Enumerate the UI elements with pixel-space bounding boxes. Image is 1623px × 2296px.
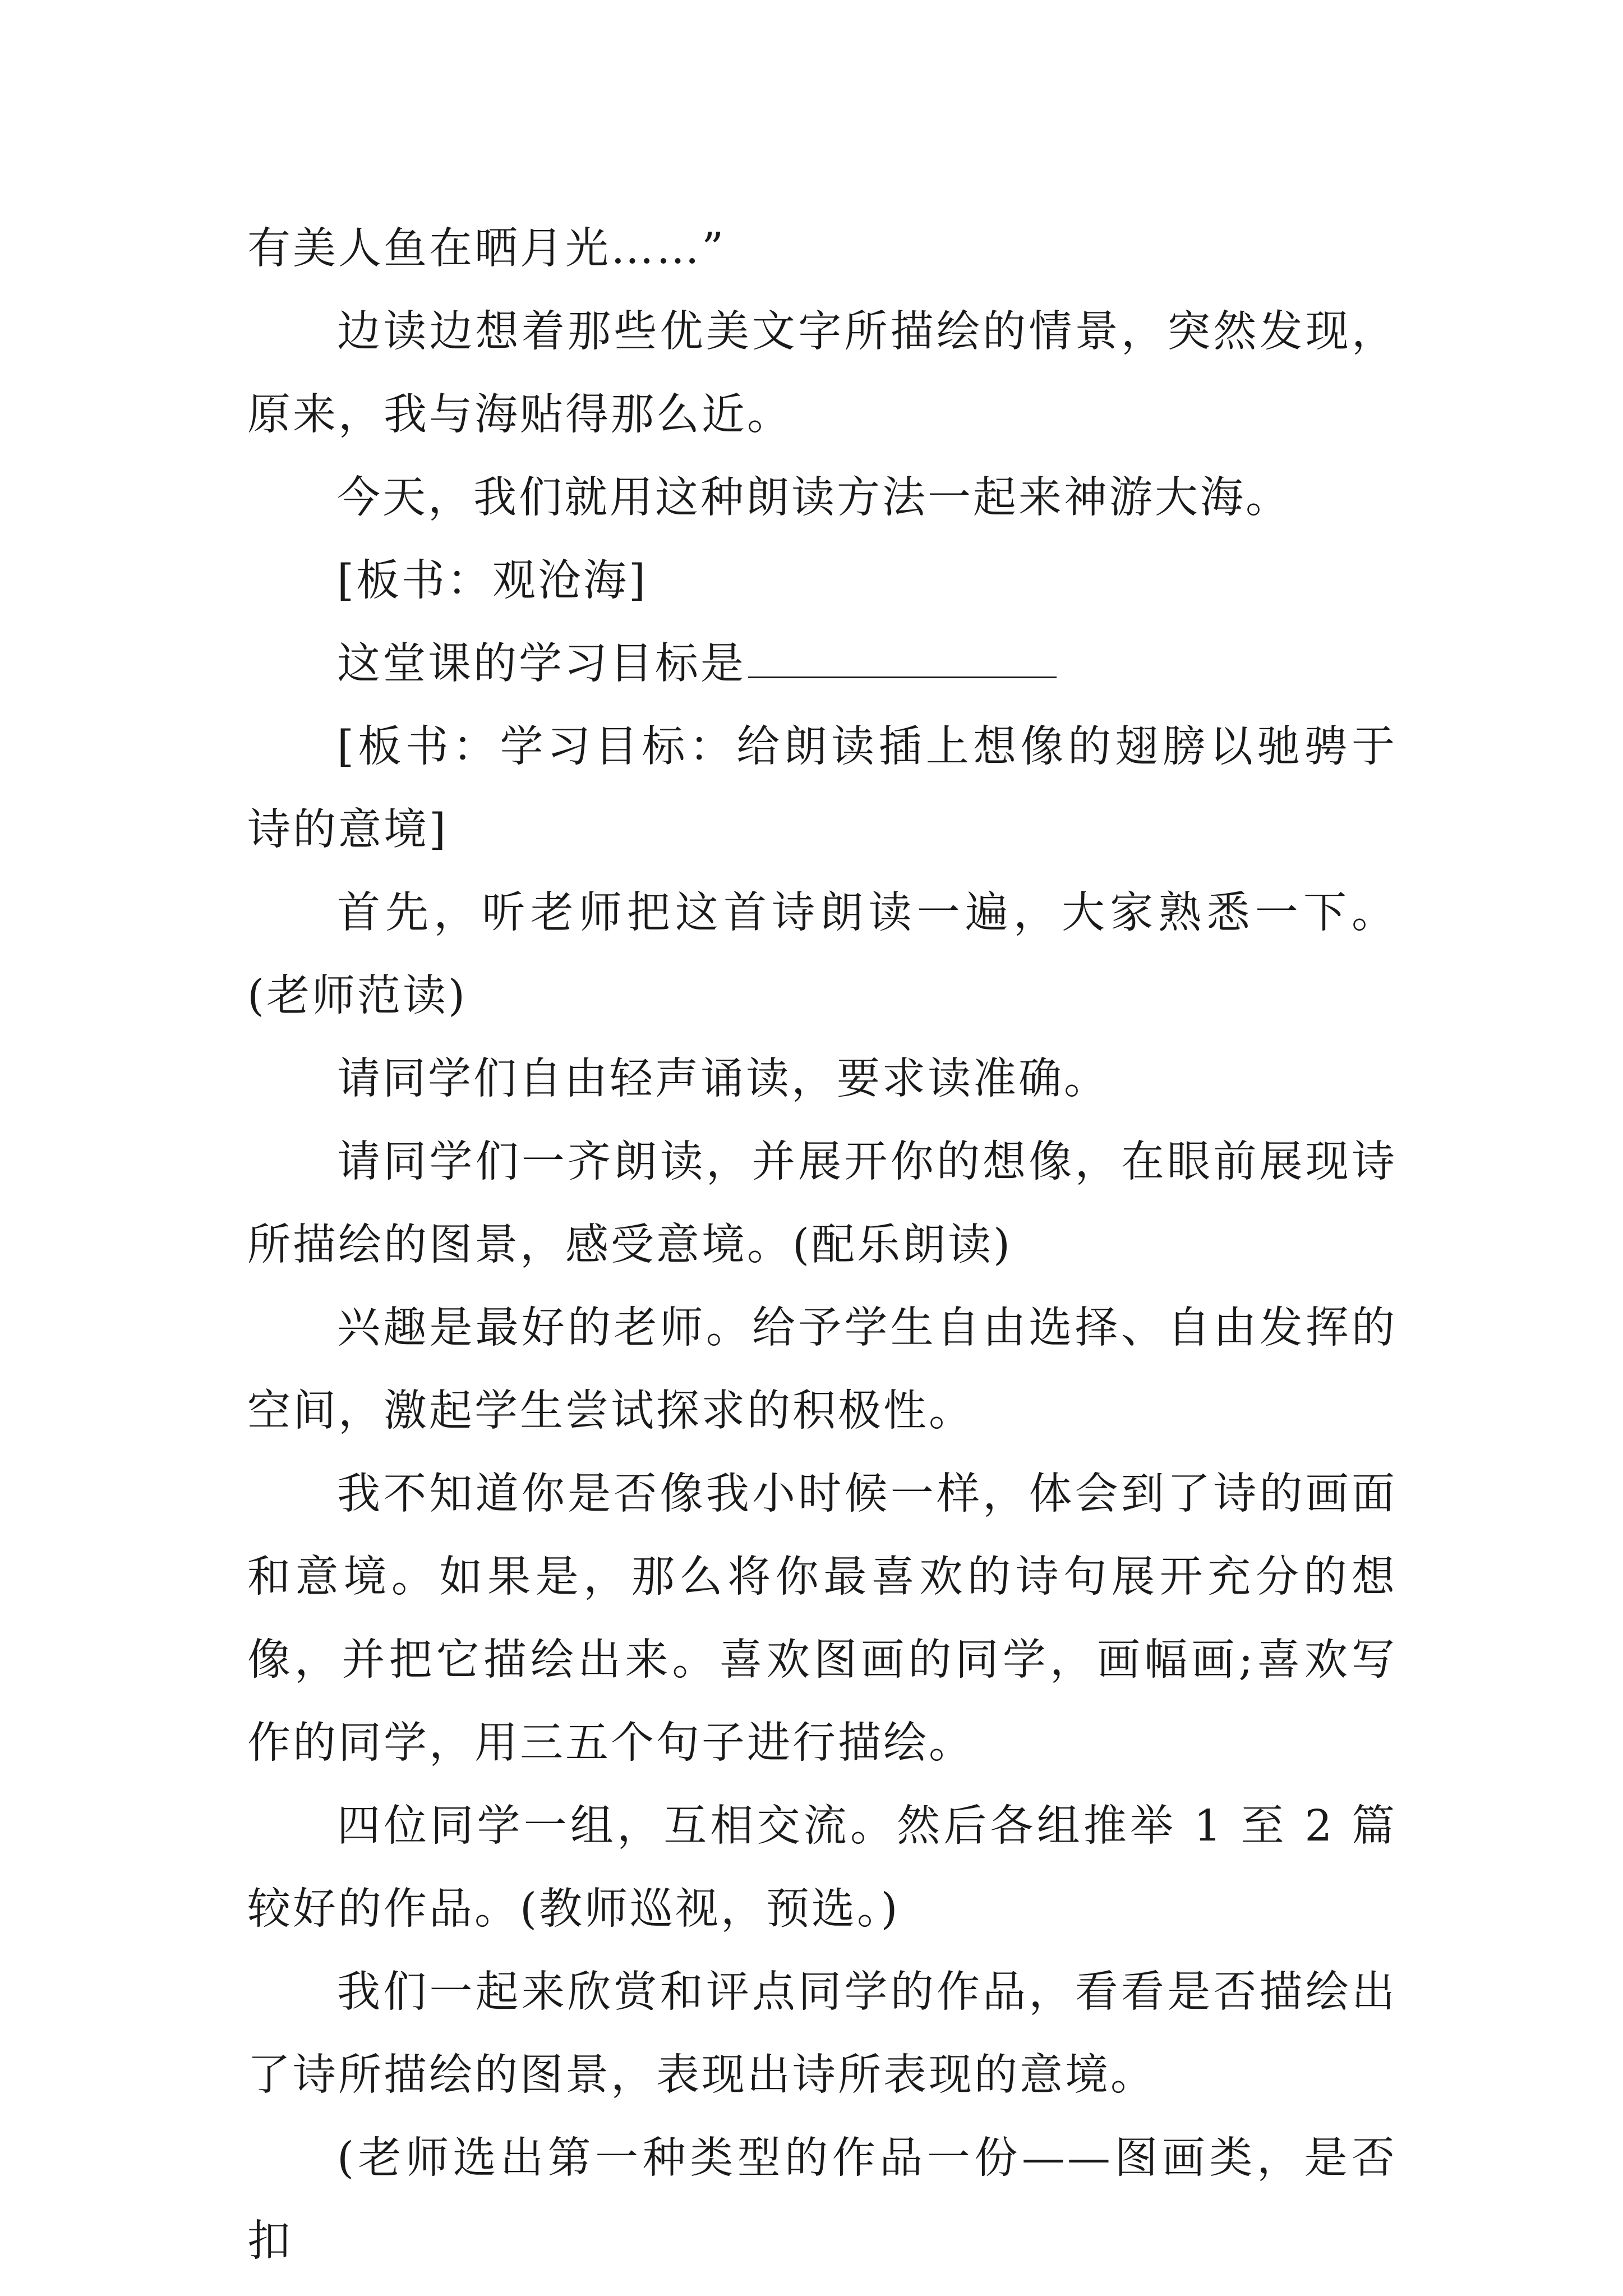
paragraph-6-board-note: [板书：学习目标：给朗读插上想像的翅膀以驰骋于诗的意境] xyxy=(247,722,1397,855)
document-body xyxy=(247,208,1397,2283)
paragraph-4-board-note: [板书：观沧海] xyxy=(337,556,648,606)
paragraph-3: 今天，我们就用这种朗读方法一起来神游大海。 xyxy=(337,473,1291,523)
paragraph-2: 边读边想着那些优美文字所描绘的情景，突然发现，原来，我与海贴得那么近。 xyxy=(247,307,1397,440)
fill-in-blank-line xyxy=(748,643,1057,678)
paragraph-8: 请同学们自由轻声诵读，要求读准确。 xyxy=(337,1054,1109,1104)
paragraph-7: 首先，听老师把这首诗朗读一遍，大家熟悉一下。(老师范读) xyxy=(247,888,1397,1021)
paragraph-5-learning-goal-prompt xyxy=(247,623,1397,706)
paragraph-10: 兴趣是最好的老师。给予学生自由选择、自由发挥的空间，激起学生尝试探求的积极性。 xyxy=(247,1303,1397,1436)
paragraph-11: 我不知道你是否像我小时候一样，体会到了诗的画面和意境。如果是，那么将你最喜欢的诗句展开充分的想像，并把它描绘出来。喜欢图画的同学，画幅画;喜欢写作的同学，用三五个句子进行描绘。 xyxy=(247,1469,1397,1768)
paragraph-13: 我们一起来欣赏和评点同学的作品，看看是否描绘出了诗所描绘的图景，表现出诗所表现的意境。 xyxy=(247,1967,1397,2100)
paragraph-9: 请同学们一齐朗读，并展开你的想像，在眼前展现诗所描绘的图景，感受意境。(配乐朗读) xyxy=(247,1137,1397,1270)
paragraph-12: 四位同学一组，互相交流。然后各组推举 1 至 2 篇较好的作品。(教师巡视，预选。) xyxy=(247,1801,1397,1934)
paragraph-14: (老师选出第一种类型的作品一份——图画类，是否扣 xyxy=(247,2133,1397,2266)
learning-goal-prompt-text: 这堂课的学习目标是 xyxy=(337,639,746,689)
paragraph-1: 有美人鱼在晒月光……” xyxy=(247,224,726,274)
